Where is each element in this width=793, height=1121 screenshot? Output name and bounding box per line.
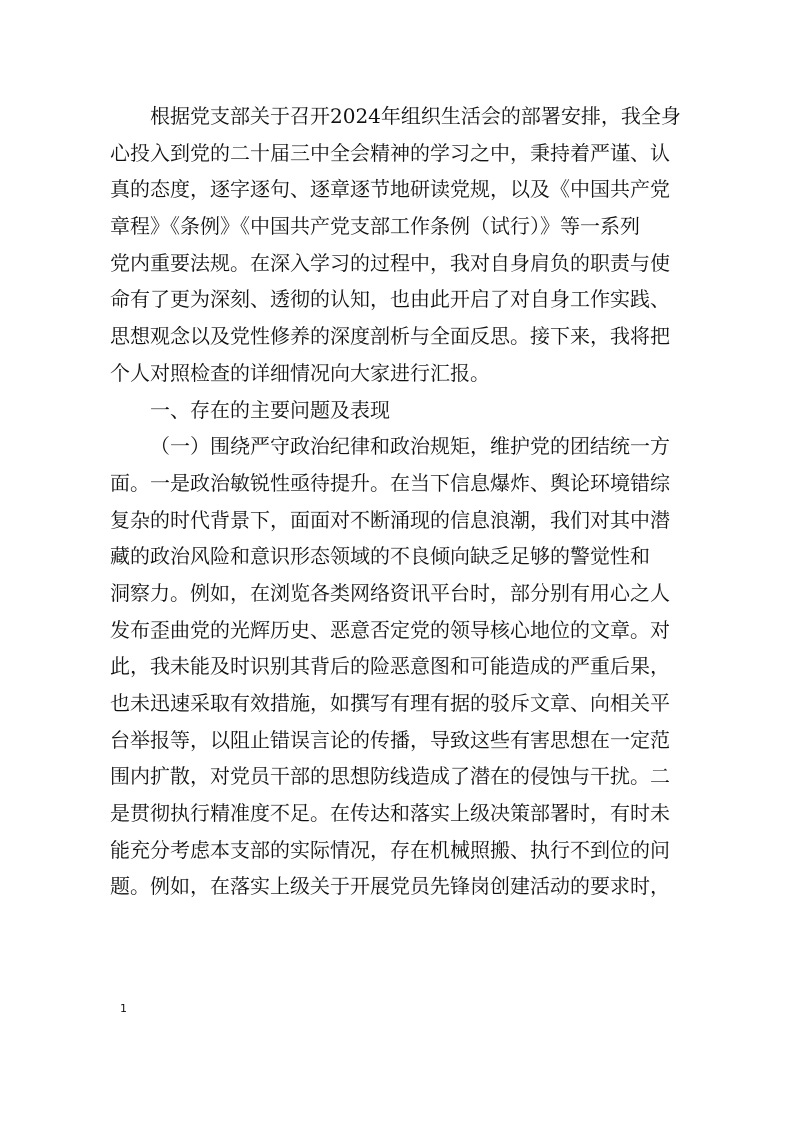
paragraph-line: 也未迅速采取有效措施，如撰写有理有据的驳斥文章、向相关平 (110, 691, 670, 715)
section-heading: 一、存在的主要问题及表现 (150, 397, 390, 422)
paragraph-line: 题。例如，在落实上级关于开展党员先锋岗创建活动的要求时， (110, 874, 670, 899)
paragraph-line: 发布歪曲党的光辉历史、恶意否定党的领导核心地位的文章。对 (110, 617, 670, 642)
paragraph-line: 章程》《条例》《中国共产党支部工作条例（试行）》等一系列 (110, 214, 640, 239)
document-body (110, 98, 690, 905)
paragraph-line: 党内重要法规。在深入学习的过程中，我对自身肩负的职责与使 (110, 250, 670, 275)
paragraph-line: 藏的政治风险和意识形态领域的不良倾向缺乏足够的警觉性和 (110, 544, 650, 569)
paragraph-line: 思想观念以及党性修养的深度剖析与全面反思。接下来，我将把 (110, 324, 670, 349)
paragraph-line: 台举报等，以阻止错误言论的传播，导致这些有害思想在一定范 (110, 727, 670, 752)
paragraph-line: 根据党支部关于召开2024年组织生活会的部署安排，我全身 (150, 104, 681, 128)
paragraph-line: 心投入到党的二十届三中全会精神的学习之中，秉持着严谨、认 (110, 140, 670, 165)
paragraph-line: 个人对照检查的详细情况向大家进行汇报。 (110, 360, 490, 385)
paragraph-line: 面。一是政治敏锐性亟待提升。在当下信息爆炸、舆论环境错综 (110, 470, 670, 495)
paragraph-line: 洞察力。例如，在浏览各类网络资讯平台时，部分别有用心之人 (110, 580, 670, 605)
paragraph-line: 是贯彻执行精准度不足。在传达和落实上级决策部署时，有时未 (110, 801, 670, 826)
paragraph-line: 能充分考虑本支部的实际情况，存在机械照搬、执行不到位的问 (110, 837, 670, 862)
paragraph-line: 围内扩散，对党员干部的思想防线造成了潜在的侵蚀与干扰。二 (110, 764, 670, 789)
paragraph-line: （一）围绕严守政治纪律和政治规矩，维护党的团结统一方 (150, 434, 670, 459)
paragraph-line: 真的态度，逐字逐句、逐章逐节地研读党规，以及《中国共产党 (110, 177, 670, 202)
paragraph-line: 此，我未能及时识别其背后的险恶意图和可能造成的严重后果， (110, 654, 670, 679)
page-number: 1 (120, 1002, 127, 1015)
paragraph-line: 命有了更为深刻、透彻的认知，也由此开启了对自身工作实践、 (110, 287, 670, 312)
paragraph-line: 复杂的时代背景下，面面对不断涌现的信息浪潮，我们对其中潜 (110, 507, 670, 532)
